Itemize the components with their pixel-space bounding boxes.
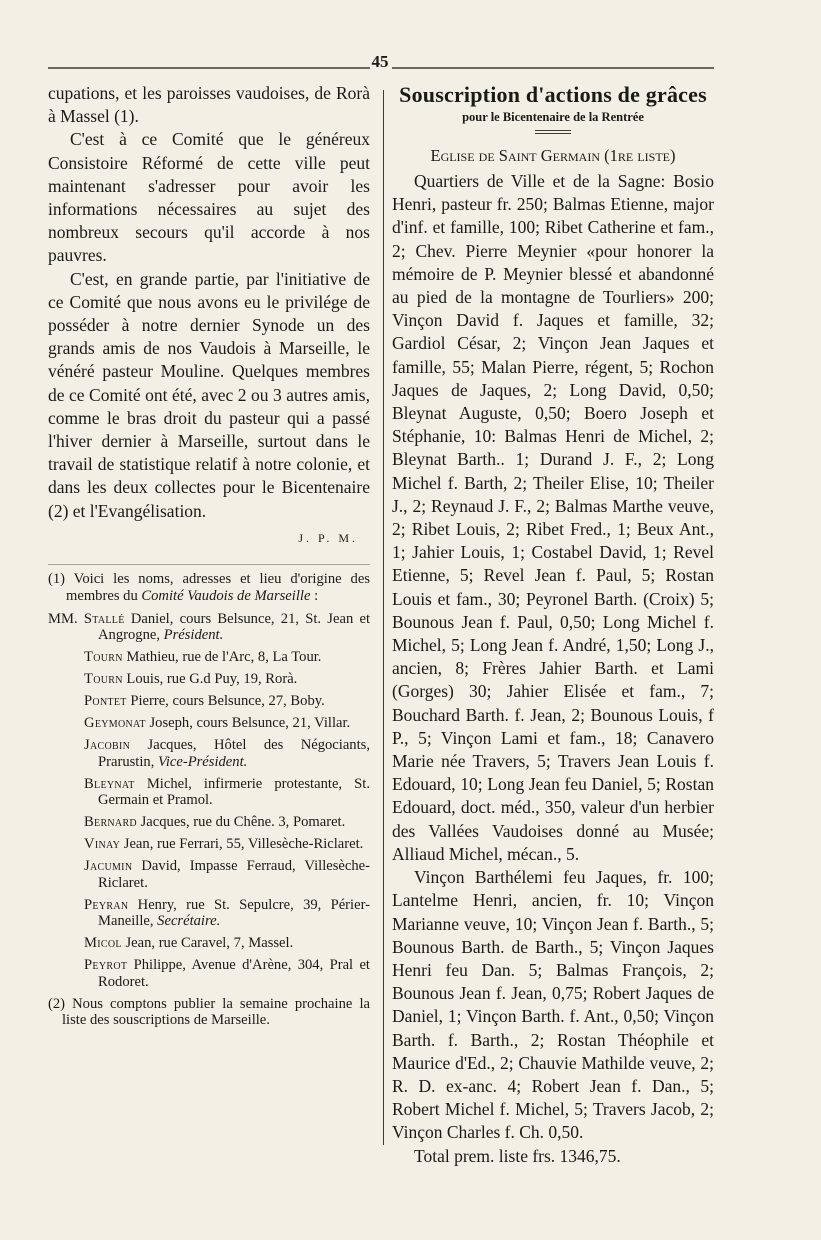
member-details: Joseph, cours Belsunce, 21, Villar. <box>145 715 351 732</box>
member-surname: Stallé <box>83 610 125 627</box>
member-surname: Pontet <box>84 693 127 710</box>
committee-member <box>48 737 370 770</box>
subscription-list-2: Vinçon Barthélemi feu Jaques, fr. 100; Lantelme Henri, ancien, fr. 10; Vinçon Marianne veuve, 10; Vinçon Jean f. Barth., 5; Bounous Barth. de Barth., 5; Vinçon Jaques Henri feu Dan. 5; Balmas François, 2; Bounous Jean f. Jean, 0,75; Robert Jaques de Daniel, 1; Vinçon Barth. f. Ant., 0,50; Vinçon Barth. f. Barth., 2; Rostan Théophile et Maurice d'Ed., 2; Chauvie Mathilde veuve, 2; R. D. ex-anc. 4; Robert Jean f. Dan., 5; Robert Michel f. Michel, 5; Travers Jacob, 2; Vinçon Charles f. Ch. 0,50. <box>392 867 714 1143</box>
right-column <box>392 82 714 1168</box>
left-paragraph-1: cupations, et les paroisses vaudoises, de Rorà à Massel (1). <box>48 83 370 127</box>
author-signature: J. P. M. <box>298 530 358 545</box>
left-paragraph-3: C'est, en grande partie, par l'initiative de ce Comité que nous avons eu le privilége de posséder à notre dernier Synode un des grands amis de nos Vaudois à Marseille, le vénéré pasteur Mouline. Quelques membres de ce Comité ont été, avec 2 ou 3 autres amis, comme le bras droit du pasteur qui a passé l'hiver dernier à Marseille, surtout dans le travail de statistique relatif à notre colonie, et dans les deux collectes pour le Bicentenaire (2) et l'Evangélisation. <box>48 268 370 521</box>
title-rule-1 <box>535 130 571 131</box>
header-rule-left <box>48 67 370 69</box>
committee-member <box>48 897 370 930</box>
member-details: Jean, rue Caravel, 7, Massel. <box>121 935 294 952</box>
left-paragraph-2: C'est à ce Comité que le généreux Consistoire Réformé de cette ville peut maintenant s'adresser pour avoir les informations nécessaires au sujet des nombreux secours qu'il accorde à nos pauvres. <box>48 129 370 266</box>
subscription-total: Total prem. liste frs. 1346,75. <box>414 1145 621 1166</box>
member-surname: Jacobin <box>84 737 131 754</box>
footnote-1-committee-name: Comité Vaudois de Marseille <box>141 587 311 604</box>
member-role: Président. <box>163 627 224 644</box>
member-details: Daniel, cours Belsunce, 21, St. Jean et Angrogne, <box>98 610 370 644</box>
member-surname: Bleynat <box>84 775 135 792</box>
footnote-1-text-b: : <box>310 587 319 604</box>
member-details: Michel, infirmerie protestante, St. Germain et Pramol. <box>98 775 370 809</box>
footnote-separator <box>48 564 370 565</box>
member-details: Mathieu, rue de l'Arc, 8, La Tour. <box>122 649 322 666</box>
subscription-title: Souscription d'actions de grâces <box>399 82 707 107</box>
subscription-subtitle: pour le Bicentenaire de la Rentrée <box>462 110 644 124</box>
member-surname: Jacumin <box>84 858 133 875</box>
committee-member <box>48 836 370 853</box>
member-details: Jacques, rue du Chêne. 3, Pomaret. <box>136 814 346 831</box>
left-column <box>48 82 370 1043</box>
column-divider <box>383 90 384 1145</box>
committee-member <box>48 814 370 831</box>
member-details: Henry, rue St. Sepulcre, 39, Périer-Maneille, <box>98 896 370 930</box>
footnote-1-text-a: (1) Voici les noms, adresses et lieu d'origine des membres du <box>48 570 370 604</box>
member-surname: Tourn <box>84 649 123 666</box>
committee-member <box>48 715 370 732</box>
member-details: Pierre, cours Belsunce, 27, Boby. <box>126 693 325 710</box>
member-prefix: MM. <box>48 610 84 627</box>
member-surname: Bernard <box>84 814 137 831</box>
member-surname: Vinay <box>84 836 121 853</box>
committee-member <box>48 693 370 710</box>
committee-member <box>48 611 370 644</box>
header-rule-right <box>392 67 714 69</box>
member-details: David, Impasse Ferraud, Villesèche-Riclaret. <box>98 858 370 891</box>
committee-member <box>48 776 370 809</box>
committee-member <box>48 671 370 688</box>
member-details: Philippe, Avenue d'Arène, 304, Pral et Rodoret. <box>98 957 370 990</box>
member-details: Jean, rue Ferrari, 55, Villesèche-Riclaret. <box>120 836 364 853</box>
member-surname: Micol <box>84 935 122 952</box>
member-details: Louis, rue G.d Puy, 19, Rorà. <box>122 671 298 688</box>
member-surname: Peyrot <box>84 957 128 974</box>
committee-member-list <box>48 611 370 991</box>
committee-member <box>48 935 370 952</box>
member-surname: Peyran <box>84 896 129 913</box>
page-number: 45 <box>371 52 389 71</box>
member-surname: Geymonat <box>84 715 146 732</box>
subscription-list-1: Quartiers de Ville et de la Sagne: Bosio Henri, pasteur fr. 250; Balmas Etienne, major d'inf. et famille, 100; Ribet Catherine et fam., 2; Chev. Pierre Meynier «pour honorer la mémoire de P. Meynier blessé et abandonné au pied de la montagne de Tourliers» 200; Vinçon David f. Jaques et famille, 32; Gardiol César, 2; Vinçon Jean Jaques et famille, 55; Malan Pierre, régent, 5; Rochon Jaques de Jaques, 2; Long David, 0,50; Bleynat Auguste, 0,50; Boero Joseph et Stéphanie, 10: Balmas Henri de Michel, 2; Bleynat Barth.. 1; Durand J. F., 2; Long Michel f. Barth, 2; Theiler Elise, 10; Theiler J., 2; Reynaud J. F., 2; Balmas Marthe veuve, 2; Ribet Louis, 2; Ribet Fred., 1; Beux Ant., 1; Jahier Louis, 1; Costabel David, 1; Revel Etienne, 5; Revel Jean f. Paul, 5; Rostan Louis et fam., 30; Peyronel Barth. (Croix) 5; Bounous Jean f. Paul, 0,50; Long Michel f. Michel, 5; Long Jean f. André, 1,50; Long J., ancien, 8; Frères Jahier Barth. et Lami (Gorges) 30; Jahier Elisée et fam., 7; Bouchard Barth. f. Jean, 2; Bounous Louis, f P., 5; Vinçon Lami et fam., 18; Canavero Marie née Travers, 5; Travers Jean Louis f. Edouard, 10; Long Jean feu Daniel, 5; Rostan Edouard, doct. méd., 350, valeur d'un herbier des Vallées Vaudoises donné au Musée; Alliaud Michel, mécan., 5. <box>392 171 714 864</box>
member-details: Jacques, Hôtel des Négociants, Prarustin, <box>98 737 370 770</box>
church-heading: Eglise de Saint Germain (1re liste) <box>430 146 676 165</box>
committee-member <box>48 858 370 891</box>
committee-member <box>48 957 370 990</box>
member-role: Secrétaire. <box>157 913 221 930</box>
title-rule-2 <box>535 133 571 134</box>
footnote-1-intro <box>48 571 370 605</box>
committee-member <box>48 649 370 666</box>
member-role: Vice-Président. <box>158 753 248 770</box>
member-surname: Tourn <box>84 671 123 688</box>
footnote-2: (2) Nous comptons publier la semaine prochaine la liste des souscriptions de Marseille. <box>48 995 370 1029</box>
